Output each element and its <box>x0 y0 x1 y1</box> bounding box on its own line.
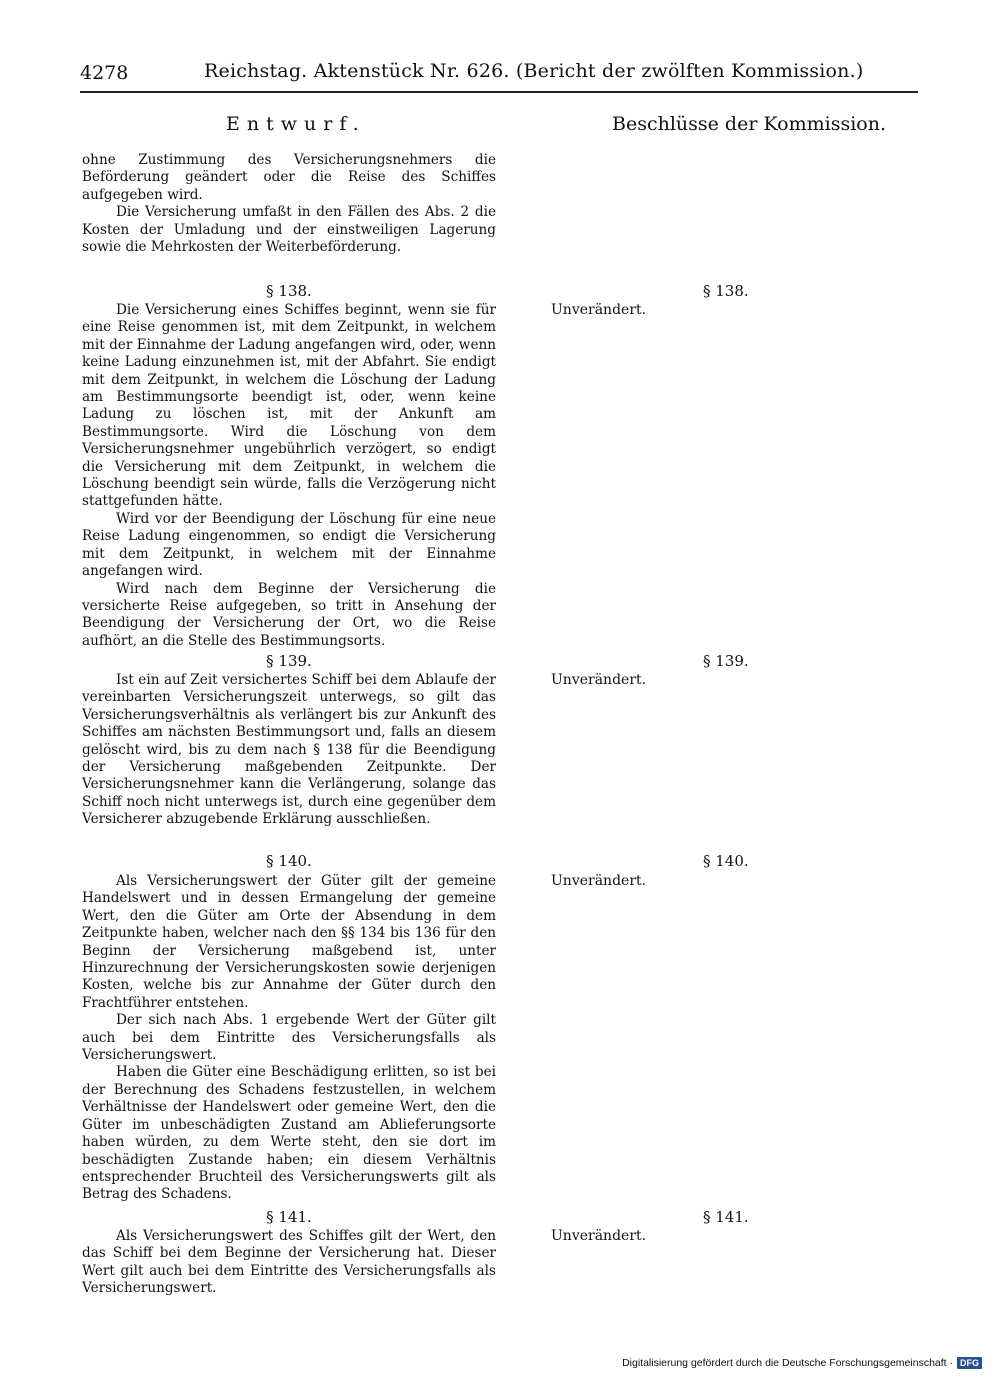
section-paragraph: Als Versicherungswert der Güter gilt der gemeine Handelswert und in dessen Ermangelung der gemeine Wert, den die Güter am Orte der Absendung in dem Zeitpunkte haben, welcher nach den §§ 134 bis 136 für den Beginn der Versicherung maßgebend ist, unter Hinzurechnung der Versicherungskosten sowie derjenigen Kosten, welche bis zur Annahme der Güter durch den Frachtführer entstehen. <box>82 873 496 1011</box>
right-column-title: Beschlüsse der Kommission. <box>612 113 886 135</box>
decision-text: Unverändert. <box>551 302 647 318</box>
section-number: § 139. <box>266 652 312 670</box>
section-number: § 141. <box>266 1208 312 1226</box>
left-column-title: Entwurf. <box>226 113 366 135</box>
section-paragraph: Als Versicherungswert des Schiffes gilt der Wert, den das Schiff bei dem Beginne der Versicherung hat. Dieser Wert gilt auch bei dem Eintritte des Versicherungsfalls als Versicherungswert. <box>82 1228 496 1297</box>
intro-paragraph: ohne Zustimmung des Versicherungsnehmers die Beförderung geändert oder die Reise des Schiffes aufgegeben wird. <box>82 152 496 203</box>
decision-text: Unverändert. <box>551 873 647 889</box>
section-paragraph: Ist ein auf Zeit versichertes Schiff bei dem Ablaufe der vereinbarten Versicherungszeit unterwegs, so gilt das Versicherungsverhältnis als verlängert bis zur Ankunft des Schiffes am nächsten Bestimmungsort und, falls an diesem gelöscht wird, bis zu dem nach § 138 für die Beendigung der Versicherung maßgebenden Zeitpunkte. Der Versicherungsnehmer kann die Verlängerung, solange das Schiff noch nicht unterwegs ist, durch eine gegenüber dem Versicherer abzugebende Erklärung ausschließen. <box>82 672 496 828</box>
section-paragraph: Der sich nach Abs. 1 ergebende Wert der Güter gilt auch bei dem Eintritte des Versicherungsfalls als Versicherungswert. <box>82 1012 496 1064</box>
decision-section-number: § 140. <box>703 852 749 870</box>
section-text <box>82 873 496 1204</box>
credit-text: Digitalisierung gefördert durch die Deutsche Forschungsgemeinschaft · <box>622 1357 953 1369</box>
section-number: § 140. <box>266 852 312 870</box>
section-text <box>82 672 496 829</box>
decision-section-number: § 139. <box>703 652 749 670</box>
section-paragraph: Die Versicherung eines Schiffes beginnt, wenn sie für eine Reise genommen ist, mit dem Zeitpunkt, in welchem mit der Einnahme der Ladung angefangen wird, oder, wenn keine Ladung einzunehmen ist, mit der Abfahrt. Sie endigt mit dem Zeitpunkt, in welchem die Löschung der Ladung am Bestimmungsorte beendigt ist, oder, wenn keine Ladung zu löschen ist, mit der Ankunft am Bestimmungsorte. Wird die Löschung von dem Versicherungsnehmer ungebührlich verzögert, so endigt die Versicherung mit dem Zeitpunkt, in welchem die Löschung beendigt sein würde, falls die Verzögerung nicht stattgefunden hätte. <box>82 302 496 510</box>
decision-section-number: § 138. <box>703 282 749 300</box>
running-head: Reichstag. Aktenstück Nr. 626. (Bericht der zwölften Kommission.) <box>204 60 864 82</box>
decision-text: Unverändert. <box>551 1228 647 1244</box>
page-header <box>80 58 918 88</box>
section-paragraph: Wird nach dem Beginne der Versicherung die versicherte Reise aufgegeben, so tritt in Ansehung der Beendigung der Versicherung der Ort, wo die Reise aufhört, an die Stelle des Bestimmungsorts. <box>82 580 496 649</box>
intro-text <box>82 152 496 256</box>
section-text <box>82 302 496 650</box>
section-paragraph: Wird vor der Beendigung der Löschung für eine neue Reise Ladung eingenommen, so endigt die Versicherung mit dem Zeitpunkt, in welchem mit der Einnahme angefangen wird. <box>82 510 496 580</box>
intro-paragraph: Die Versicherung umfaßt in den Fällen des Abs. 2 die Kosten der Umladung und der einstweiligen Lagerung sowie die Mehrkosten der Weiterbeförderung. <box>82 204 496 256</box>
dfg-logo: DFG <box>957 1357 982 1369</box>
digitization-credit <box>622 1357 982 1369</box>
header-rule <box>80 91 918 93</box>
section-paragraph: Haben die Güter eine Beschädigung erlitten, so ist bei der Berechnung des Schadens festzustellen, in welchem Verhältnisse der Handelswert oder gemeine Wert, den die Güter im unbeschädigten Zustand am Ablieferungsorte haben würden, zu dem Werte steht, den sie dort im beschädigten Zustande haben; ein diesem Verhältnis entsprechender Bruchteil des Versicherungswerts gilt als Betrag des Schadens. <box>82 1064 496 1203</box>
section-number: § 138. <box>266 282 312 300</box>
section-text <box>82 1228 496 1298</box>
decision-section-number: § 141. <box>703 1208 749 1226</box>
page-number: 4278 <box>80 62 129 84</box>
decision-text: Unverändert. <box>551 672 647 688</box>
